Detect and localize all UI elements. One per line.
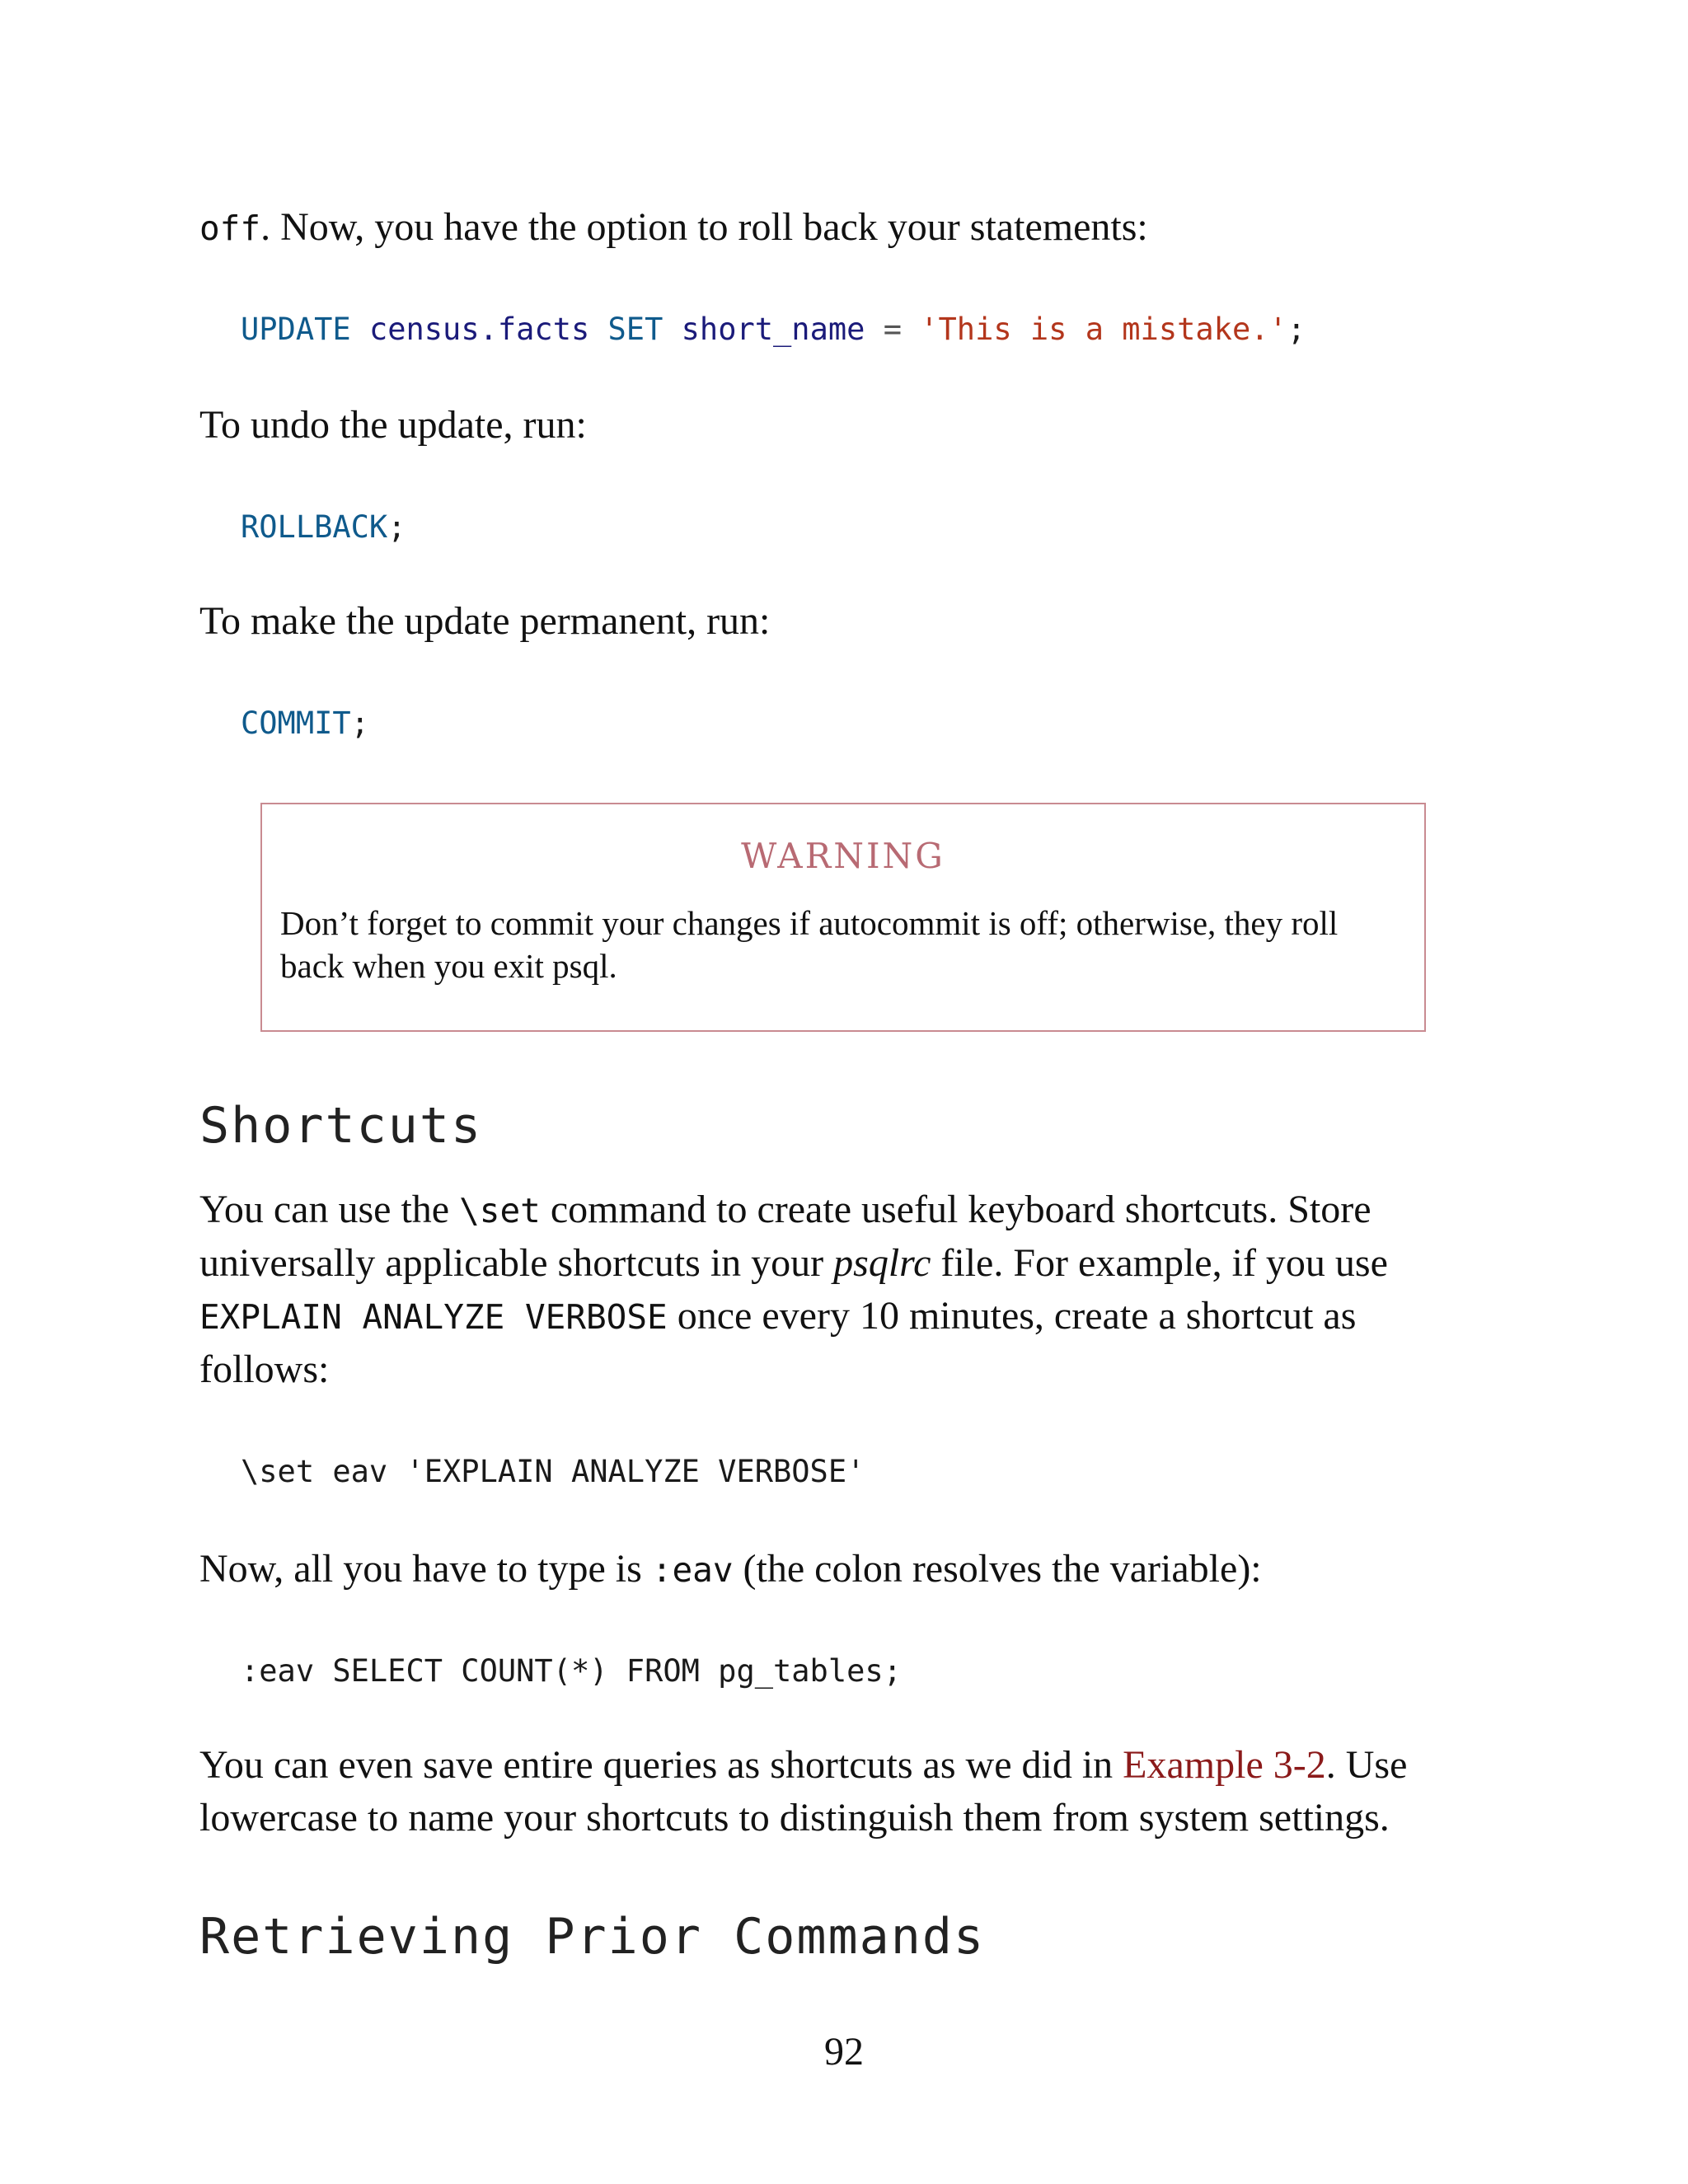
inline-code-eav: :eav <box>651 1550 734 1590</box>
sql-keyword-commit: COMMIT <box>241 705 351 741</box>
sql-semicolon: ; <box>387 509 406 545</box>
section-heading-retrieving-prior-commands: Retrieving Prior Commands <box>199 1908 986 1966</box>
code-block-rollback <box>241 508 406 547</box>
paragraph-make-permanent: To make the update permanent, run: <box>199 599 771 643</box>
paragraph-text: file. For example, if you use <box>931 1241 1388 1285</box>
page-number: 92 <box>824 2030 864 2074</box>
code-block-eav-select: :eav SELECT COUNT(*) FROM pg_tables; <box>241 1653 902 1689</box>
inline-code-off: off <box>199 209 261 248</box>
code-block-commit <box>241 704 369 743</box>
paragraph-text: You can use the <box>199 1188 460 1231</box>
paragraph-text: . Use lowercase to name your shortcuts to distinguish them from system settings. <box>199 1743 1408 1840</box>
sql-semicolon: ; <box>350 705 369 741</box>
inline-code-set: \set <box>459 1191 541 1230</box>
paragraph-shortcuts-intro <box>199 1183 1485 1396</box>
code-block-update <box>241 310 1306 349</box>
warning-text: Don’t forget to commit your changes if autocommit is off; otherwise, they roll back when you exit psql. <box>280 904 1339 985</box>
paragraph-save-queries <box>199 1739 1485 1844</box>
section-heading-shortcuts: Shortcuts <box>199 1097 483 1155</box>
sql-keyword-update: UPDATE <box>241 312 351 347</box>
warning-callout <box>260 803 1426 1032</box>
sql-column-name: short_name <box>681 312 865 347</box>
paragraph-roll-back-intro <box>199 201 1485 255</box>
paragraph-type-eav <box>199 1543 1485 1596</box>
example-3-2-link[interactable]: Example 3-2 <box>1123 1743 1326 1787</box>
sql-keyword-rollback: ROLLBACK <box>241 509 388 545</box>
warning-title: WARNING <box>741 836 945 876</box>
paragraph-text: command to create useful keyboard shortcuts. Store universally applicable shortcuts in your <box>199 1188 1372 1285</box>
paragraph-text: Now, all you have to type is <box>199 1547 652 1591</box>
paragraph-text: once every 10 minutes, create a shortcut as follows: <box>199 1294 1357 1391</box>
code-block-set-eav: \set eav 'EXPLAIN ANALYZE VERBOSE' <box>241 1454 865 1489</box>
sql-table-name: census.facts <box>368 312 590 347</box>
sql-string-literal: 'This is a mistake.' <box>920 312 1287 347</box>
paragraph-text: You can even save entire queries as shortcuts as we did in <box>199 1743 1123 1787</box>
paragraph-undo-update: To undo the update, run: <box>199 403 587 447</box>
sql-keyword-set: SET <box>607 312 663 347</box>
inline-code-explain: EXPLAIN ANALYZE VERBOSE <box>199 1297 668 1337</box>
sql-semicolon: ; <box>1287 312 1306 347</box>
sql-operator: = <box>883 312 902 347</box>
paragraph-text: (the colon resolves the variable): <box>733 1547 1262 1591</box>
emphasis-psqlrc: psqlrc <box>833 1241 931 1285</box>
paragraph-text: . Now, you have the option to roll back your statements: <box>260 205 1148 249</box>
